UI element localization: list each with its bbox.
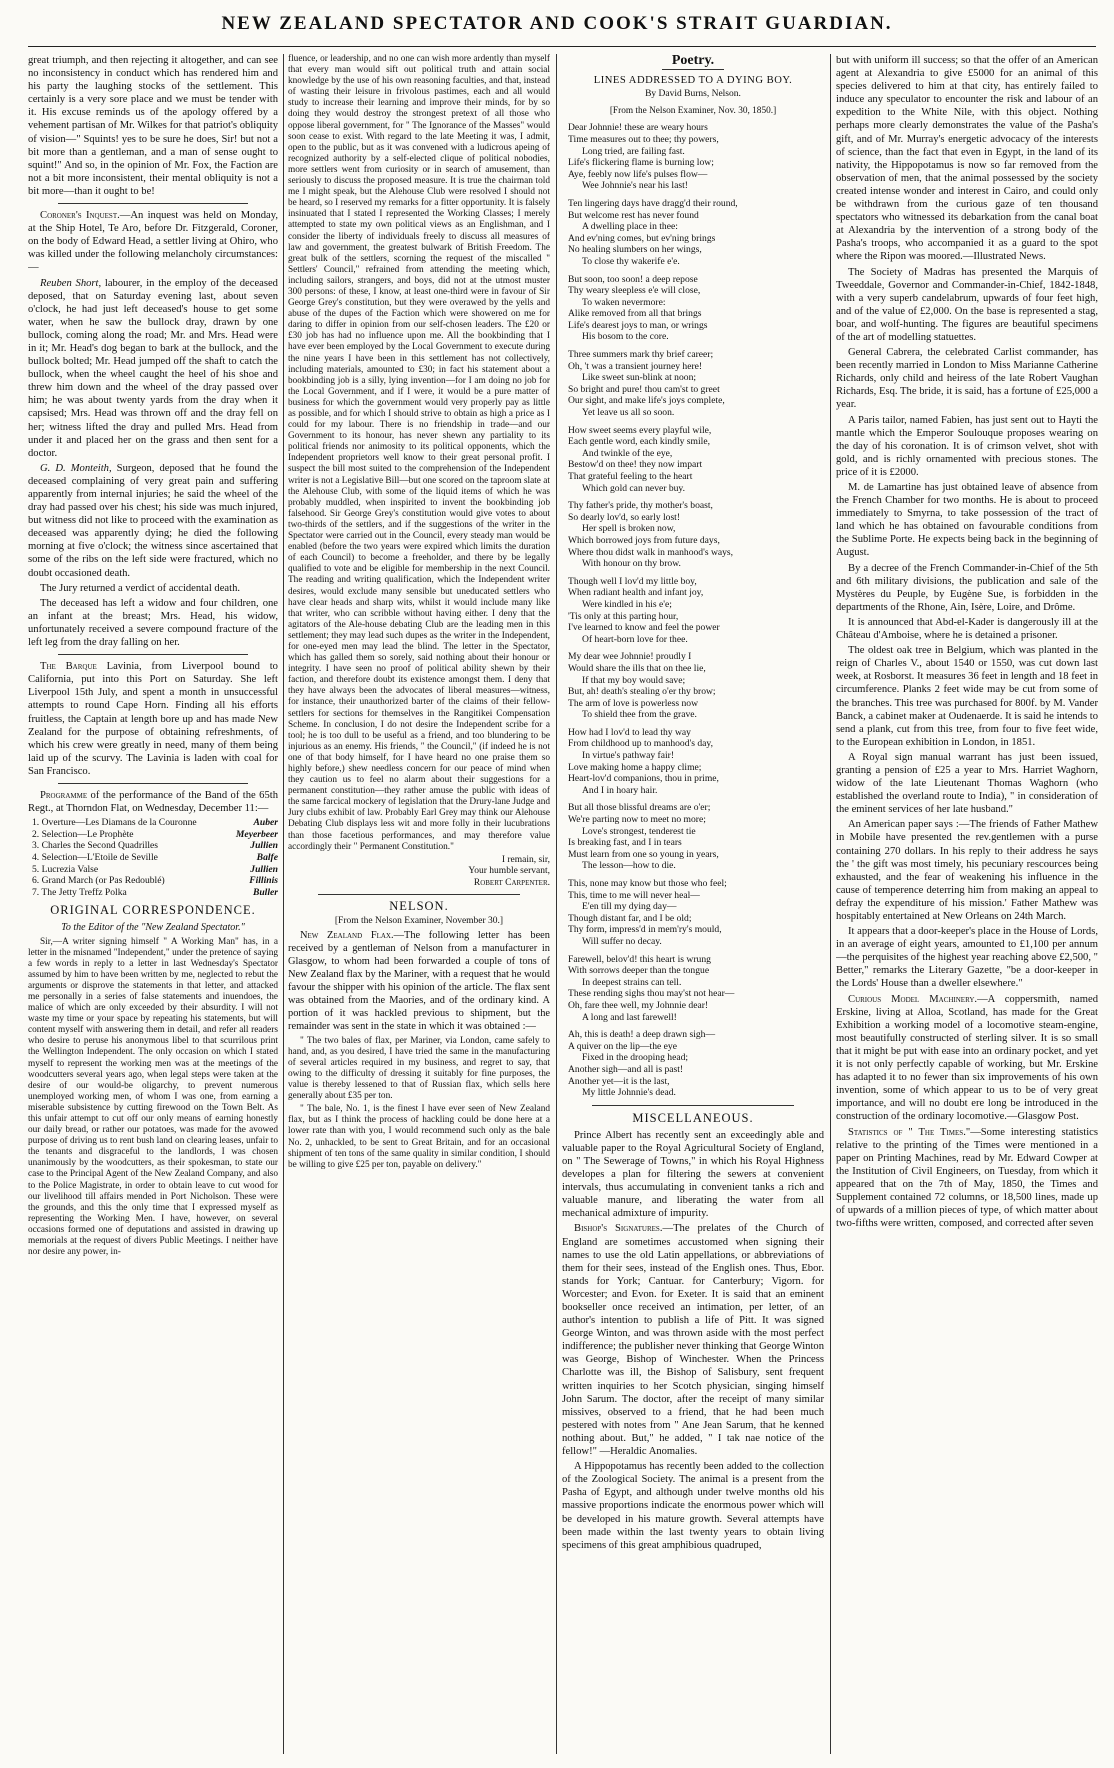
poem-line: So dearly lov'd, so early lost!: [568, 511, 681, 523]
poem-line: With sorrows deeper than the tongue: [568, 965, 710, 977]
poem-line: But, ah! death's stealing o'er thy brow;: [568, 686, 716, 698]
poem-line: And ev'ning comes, but ev'ning brings: [568, 232, 716, 244]
paragraph: M. de Lamartine has just obtained leave of absence from the French Chamber for two months. He is about to proceed immediately to Smyrna, to take possession of the tract of land which he has obtained on favourable conditions from the Sublime Porte. He expects being back in the beginning of August.: [836, 482, 1098, 559]
paragraph-text: —An inquest was held on Monday, at the Ship Hotel, Te Aro, before Dr. Fitzgerald, Coroner, on the body of Edward Head, a settler living at Ohiro, who was killed under the following melancholy circumstances:—: [28, 210, 278, 274]
programme-item: 5. Lucrezia Valse Jullien: [32, 863, 278, 875]
programme-item: 3. Charles the Second Quadrilles Jullien: [32, 840, 278, 852]
source-line: [From the Nelson Examiner, November 30.]: [334, 916, 504, 927]
poem-line: Alike removed from all that brings: [568, 308, 702, 320]
paragraph: [28, 277, 278, 460]
poem-line: Ah, this is death! a deep drawn sigh—: [568, 1029, 716, 1041]
poem-line: His bosom to the core.: [582, 331, 669, 343]
poem-line: With honour on thy brow.: [582, 558, 681, 570]
poem-line: 'Tis only at this parting hour,: [568, 610, 679, 622]
stanza: [568, 954, 824, 1024]
article-bishops: [562, 1222, 824, 1458]
poem-line: Oh, fare thee well, my Johnnie dear!: [568, 999, 709, 1011]
poem-line: We're parting now to meet no more;: [568, 814, 706, 826]
poem-line: Though well I lov'd my little boy,: [568, 575, 697, 587]
article-heading: Curious Model Machinery.: [848, 993, 978, 1005]
programme-item: 7. The Jetty Treffz Polka Buller: [32, 886, 278, 898]
divider: [662, 69, 724, 70]
stanza: [568, 878, 824, 948]
paragraph: A Royal sign manual warrant has just been issued, granting a pension of £25 a year to Mrs. Harriet Waghorn, widow of the late Lieutenant Thomas Waghorn (who established the overland route to India), " in consideration of the eminent services of her late husband.": [836, 751, 1098, 816]
section-heading: Poetry.: [671, 54, 715, 68]
poem-line: This, none may know but those who feel;: [568, 878, 727, 889]
paragraph-text: Surgeon, deposed that he found the deceased complaining of very great pain and suffering apparently from internal injuries; he said the wheel of the dray had passed over his chest; his side was much injured, but witness did not like to proceed with the examination as deceased was apparently dying; he died the following morning at five o'clock; the witness since ascertained that some of the ribs on the left side were fractured, which no doubt occasioned death.: [28, 462, 278, 579]
paragraph-text: —Some interesting statistics relative to the printing of the Times were mentioned in a paper on Printing Machines, read by Mr. Edward Cowper at the Institution of Civil Engineers, on Tuesday, from which it appeared that on the 7th of May, 1850, the Times and Supplement contained 72 columns, or 18,500 lines, made up of upwards of a million pieces of type, of which matter about two-fifths were written, composed, and corrected after seven: [836, 1126, 1098, 1230]
paragraph: but with uniform ill success; so that the offer of an American agent at Alexandria to give £5000 for an animal of this species delivered to him at that city, has entirely failed to induce any speculator to encounter the risk and labour of an expedition to the White Nile, with this object. Nothing perhaps more clearly demonstrates the value of the Pasha's gift, and of Mr. Murray's energetic advocacy of the interests of science, than the fact that even in Egypt, in the land of its nativity, the Hippopotamus is now so far removed from the observation of men, that the animal possessed by the society created intense wonder and interest in Cairo, and could only be withdrawn from the curious gaze of ten thousand spectators who witnessed its debarkation from the canal boat at Alexandria by the intervention of a strong body of the Pasha's troops, who accompanied it as a guard to the spot where the Ripon was moored.—Illustrated News.: [836, 55, 1098, 263]
poem-title: LINES ADDRESSED TO A DYING BOY.: [593, 75, 793, 87]
poem-line: If that my boy would save;: [582, 674, 686, 686]
poem-line: To waken nevermore:: [582, 296, 666, 308]
divider: [58, 203, 248, 204]
stanza: [568, 802, 824, 872]
column-rule: [556, 54, 557, 1754]
programme-item: 2. Selection—Le Prophète Meyerbeer: [32, 828, 278, 840]
paragraph-text: of the performance of the Band of the 65th Regt., at Thorndon Flat, on Wednesday, December 11:—: [28, 789, 278, 815]
poem-line: A long and last farewell!: [582, 1011, 677, 1023]
poem-line: And twinkle of the eye,: [582, 447, 673, 459]
signature-line: Your humble servant,: [468, 866, 550, 877]
column-3: [562, 54, 824, 1754]
poem-line: Like sweet sun-blink at noon;: [582, 372, 697, 384]
stanza: [568, 500, 824, 570]
poem-line: Three summers mark thy brief career;: [568, 349, 714, 361]
poem-line: From childhood up to manhood's day,: [568, 738, 714, 750]
poem-line: No healing slumbers on her wings,: [568, 244, 702, 256]
poem-line: That grateful feeling to the heart: [568, 471, 693, 482]
paragraph: Prince Albert has recently sent an exceedingly able and valuable paper to the Royal Agricultural Society of England, on " The Sewerage of Towns," in which his Royal Highness developes a plan for filtering the sewers at convenient intervals, thus accumulating in convenient tanks a rich and valuable manure, and liberating the water from all mechanical admixture of impurity.: [562, 1129, 824, 1220]
poem-line: Thy form, impress'd in mem'ry's mould,: [568, 924, 722, 936]
paragraph-text: Lavinia, from Liverpool bound to California, put into this Port on Saturday. She left Liverpool 15th July, and spent a month in unsuccessful attempts to round Cape Horn. Finding all his efforts fruitless, the Captain at length bore up and has made New Zealand for the purpose of obtaining refreshments, of which his crew were greatly in need, many of them being laid up of the scurvy. The Lavinia is laden with coal for San Francisco.: [28, 661, 278, 777]
poem-line: Where thou didst walk in manhood's ways,: [568, 546, 734, 558]
signature-name: Robert Carpenter.: [473, 877, 550, 888]
poem-line: Life's dearest joys to man, or wrings: [568, 319, 708, 331]
poem-line: In deepest strains can tell.: [582, 976, 682, 988]
paragraph: An American paper says :—The friends of Father Mathew in Mobile have presented the rev.gentlemen with a purse containing 270 dollars. In his reply to their address he says the ' the gift was most timely, his pecuniary rescources being exhausted, and the fear of weakening his influence in the cause of temperence deterring him from making an appeal to defray the expenditure of his mission.' Father Mathew was hospitably entertained at New Orleans on 24th March.: [836, 819, 1098, 922]
paragraph-text: —A coppersmith, named Erskine, living at Alloa, Scotland, has made for the Great Exhibition a working model of a locomotive steam-engine, most beautifully constructed of sterling silver. It is so small that it might be put with ease into an ordinary pocket, and yet it is not only perfectly capable of working, but Mr. Erskine has adapted it to no fewer than six improvements of his own invention, some of which appear to us to be of very great importance, and will no doubt ere long be introduced in the construction of the ordinary locomotive.—Glasgow Post.: [836, 993, 1098, 1123]
paragraph: [28, 462, 278, 580]
poem-line: Oh, 't was a transient journey here!: [568, 360, 703, 372]
poem-line: In virtue's pathway fair!: [582, 750, 675, 762]
poem-line: This, time to me will never heal—: [568, 889, 700, 901]
poem-line: Yet leave us all so soon.: [582, 407, 675, 419]
poem-line: And I in hoary hair.: [582, 784, 658, 796]
paragraph: The Jury returned a verdict of accidental death.: [40, 582, 241, 594]
signature: [288, 855, 550, 890]
poem-line: Of heart-born love for thee.: [582, 633, 688, 645]
stanza: [568, 198, 824, 268]
poem-line: Thy weary sleepless e'e will close,: [568, 285, 701, 297]
programme-item: 1. Overture—Les Diamans de la Couronne Auber: [32, 817, 278, 829]
paragraph: " The two bales of flax, per Mariner, via London, came safely to hand, and, as you desired, I have tried the same in the manufacturing of several articles required in my business, and regret to say, that owing to the difficulty of dressing it suitably for fine purposes, the value is thereby lessened to that of Russian flax, which sells here generally about £35 per ton.: [288, 1035, 550, 1102]
paragraph: A Hippopotamus has recently been added to the collection of the Zoological Society. The animal is a present from the Pasha of Egypt, and although under twelve months old his massive proportions indicate the enormous power which will be developed in his mature growth. Several attempts have been made within the last twenty years to obtain living specimens of this great amphibious quadruped,: [562, 1461, 824, 1551]
poem-line: My little Johnnie's dead.: [582, 1087, 676, 1099]
column-2: [288, 54, 550, 1754]
signature-line: I remain, sir,: [501, 854, 550, 865]
poem-line: To shield thee from the grave.: [582, 709, 697, 721]
poem-line: To close thy wakerife e'e.: [582, 255, 680, 267]
section-heading: ORIGINAL CORRESPONDENCE.: [50, 903, 256, 918]
article-coroner: [28, 209, 278, 274]
poem-line: Will suffer no decay.: [582, 935, 662, 947]
poem-line: Would share the ills that on thee lie,: [568, 662, 706, 674]
article-heading: Coroner's Inquest.: [40, 210, 120, 222]
poem-line: My dear wee Johnnie! proudly I: [568, 651, 692, 663]
paragraph: It is announced that Abd-el-Kader is dangerously ill at the Château d'Amboise, where he is detained a prisoner.: [836, 616, 1098, 642]
poem-line: But soon, too soon! a deep repose: [568, 273, 698, 285]
column-rule: [283, 54, 284, 1754]
poem-line: Dear Johnnie! these are weary hours: [568, 122, 708, 134]
poem-line: Wee Johnnie's near his last!: [582, 180, 688, 192]
poem-line: But all those blissful dreams are o'er;: [568, 802, 711, 814]
article-flax: [288, 930, 550, 1033]
poem-line: Must learn from one so young in years,: [568, 848, 719, 860]
paragraph: A Paris tailor, named Fabien, has just sent out to Hayti the mantle which the Emperor Soulouque proposes wearing on the day of his coronation. It is of crimson velvet, shot with gold, and is richly ornamented with precious stones. The price of it is £2000.: [836, 414, 1098, 478]
programme-list: [32, 817, 278, 898]
stanza: [568, 425, 824, 495]
stanza: [568, 122, 824, 192]
poem-line: The arm of love is powerless now: [568, 697, 699, 709]
witness-name: Reuben Short,: [40, 277, 102, 289]
stanza: [568, 1029, 824, 1099]
programme-item: 6. Grand March (or Pas Redoublé) Fillinis: [32, 875, 278, 887]
poem-line: Heart-lov'd companions, thou in prime,: [568, 773, 719, 785]
source-line: [From the Nelson Examiner, Nov. 30, 1850.]: [609, 106, 777, 117]
poem-line: Time measures out to thee; thy powers,: [568, 133, 719, 145]
divider: [58, 654, 248, 655]
paragraph: fluence, or leadership, and no one can wish more ardently than myself that every man would sift out political truth and attain social knowledge by the use of his own reasoning faculties, and that, instead of wasting their leisure in frivolous pastimes, each and all would study to increase their learning and improve their minds, for by so doing they would destroy the strongest pretext of all those who oppose liberal government, for " The Ignorance of the Masses" would soon cease to exist. With regard to the late Meeting it was, I admit, open to the public, but as it was convened with a ludicrous apeing of recognized authority by a self-elected clique of political nobodies, more settlers went from curiosity or in search of amusement, than seriously to discuss the proposed measure. It is true the chairman told me I might speak, but the Alehouse Club were resolved I should not be heard, so I reserved my remarks for a fitter opportunity. It is falsely insinuated that I stated I represented the Working Classes; I merely attempted to state my own political views as an Englishman, and I consider the liberty of individuals freely to discuss all measures of law and government, the greatest bulwark of British Freedom. The great bulk of the settlers, scorning the request of the miscalled " Settlers' Council," refrained from attending the meeting which, including sailors, strangers, and boys, did not at the utmost muster 300 persons: of these, I know, at least one-third were in favour of Sir George Grey's constitution, but they were overawed by the yells and abuse of the dupes of the Faction which were showered on me for daring to differ in opinion from our self-chosen leaders. The £20 or £30 job has had no influence upon me. All the bookbinding that I have ever been employed by the Local Government to execute during the nine years I have been in this settlement has not collectively, including materials, amounted to £30; in fact his statement about a bookbinding job is a silly, lying invention—for I am doing no job for the Local Government, and if I were, it would be a pure matter of business for which the government would very properly pay as little as possible, and for which I should strive to obtain as high a price as I could for my labour. There is no friendship in trade—and our Government to its honour, has never shewn any partiality to its political friends nor animosity to its political opponents, which the Independent proprietors well know to their great personal profit. I suspect the bill most suited to the comprehension of the Independent writer is not a Legislative Bill—but one scored on the taproom slate at the Alehouse Club, with some of the liquid items of which he was probably muddled, when inspirited to invent the bookbinding job falsehood. Sir George Grey's constitution would give votes to about two-thirds of the settlers, and if the suggestions of the writer in the Spectator were carried out in the Council, every steady man would be enabled (before the two years were expired which limits the duration of each Council) to become a freeholder, and there by be legally qualified to vote and be eligible for membership in the next Council. The reading and writing qualification, which the Independent writer desires, would exclude many sensible but uneducated settlers who have clear heads and sharp wits, whilst it would include many like that writer, who can scribble without having either. I deny that the agitators of the Ale-house debating Club are the leading men in this settlement; they may lead such dupes as the writer in the Independent, for one-eyed men may lead the blind. The letter in the Spectator, which has galled them so sorely, said nothing about their honour or integrity. I have seen no proof of political ability shewn by their faction, and therefore doubt its existence amongst them. I deny that they have always been the advocates of liberal measures—witness, for instance, their unauthorized barter of the claims of their fellow-settlers for sections for themselves in the Rangitikei Compensation Scheme. In conclusion, I do not desire the Independent scribe for a tool; he is too dull to be useful as a friend, and too blundering to be injurious as an enemy. His friends, " the Council," (if indeed he is not one of that body himself, for I have heard no one praise them so highly before,) shew needless concern for our peace of mind when they caution us to feel no alarm about their suggestions for a permanent constitution—they rather amuse the public with ideas of the same farcical mockery of legislation that the Drury-lane Judge and Jury clubs exhibit of law. Probably Earl Grey may think our Alehouse Debating Club displays less wit and more folly in their lucubrations than those facetious performances, and may therefore value accordingly their " Permanent Constitution.": [288, 54, 550, 852]
poem-line: Each gentle word, each kindly smile,: [568, 436, 710, 448]
divider: [592, 1105, 794, 1106]
poem-line: Were kindled in his e'e;: [582, 598, 672, 610]
paragraph: General Cabrera, the celebrated Carlist commander, has been recently married in London to Miss Marianne Catherine Richards, only child and heiress of the late Robert Vaughan Richards, Esq. The bride, it is said, has a fortune of £25,000 a year.: [836, 347, 1098, 411]
paragraph: The oldest oak tree in Belgium, which was planted in the reign of Charles V., about 1540 or 1550, was cut down last week, at Rosborst. It measures 36 feet in length and 18 feet in circumference. Planks 2 feet wide may be cut from some of the branches. This tree was purchased for 800f. by M. Vander Banck, a cabinet maker at Oudenaerde. It is said he intends to send a plank, cut from this tree, from four to five feet wide, to the European exhibition in London, in 1851.: [836, 645, 1098, 748]
paragraph-text: —The following letter has been received by a gentleman of Nelson from a manufacturer in Glasgow, to whom had been forwarded a couple of tons of New Zealand flax by the Mariner, with a request that he would favour the shipper with his opinion of the article. The flax sent was obtained from the Maories, and of the ordinary kind. A portion of it was hackled previous to shipment, but the remainder was sent in the state in which it was obtained :—: [288, 930, 550, 1032]
poem-line: Love making home a happy clime;: [568, 761, 702, 773]
poem-line: Bestow'd on thee! they now impart: [568, 459, 703, 471]
stanza: [568, 349, 824, 419]
poem-line: A quiver on the lip—the eye: [568, 1040, 677, 1052]
article-curious: [836, 993, 1098, 1124]
poem-line: Another sigh—and all is past!: [568, 1063, 684, 1075]
poem-line: Though distant far, and I be old;: [568, 912, 692, 924]
article-heading: Bishop's Signatures.: [574, 1223, 663, 1235]
article-heading: New Zealand Flax.: [300, 930, 394, 942]
article-programme: [28, 789, 278, 815]
witness-name: G. D. Monteith,: [40, 462, 112, 474]
poem-line: The lesson—how to die.: [582, 860, 676, 872]
paragraph: By a decree of the French Commander-in-Chief of the 5th and 6th military divisions, the publication and sale of the Mystères du Peuple, by Eugène Sue, is forbidden in the departments of the Rhone, Ain, Isère, Loire, and Drôme.: [836, 562, 1098, 613]
poem-line: Long tried, are failing fast.: [582, 145, 685, 157]
poem: [562, 122, 824, 1098]
poem-line: How sweet seems every playful wile,: [568, 424, 712, 436]
poem-line: Ten lingering days have dragg'd their round,: [568, 197, 738, 209]
section-heading: MISCELLANEOUS.: [632, 1110, 754, 1125]
poem-line: When radiant health and infant joy,: [568, 587, 704, 599]
divider: [318, 894, 520, 895]
stanza: [568, 651, 824, 721]
paragraph: Sir,—A writer signing himself " A Working Man" has, in a letter in the misnamed "Independent," under the pretence of saying a few words in reply to a letter in last Wednesday's Spectator assumed by him to have been written by me, neglected to rebut the arguments or disprove the statements in that letter, and attacked me personally in a series of false statements and inuendoes, the malice of which are only exceeded by their absurdity. I will not waste my time or your space by repeating his statements, but will content myself with answering them in detail, and refer all readers who desire to peruse his anonymous libel to that scurrilous print the Wellington Independent. The only occasion on which I stated myself to represent the working men was at the meetings of the woodcutters several years ago, when legal steps were taken at the desire of our would-be oligarchy, to prevent numerous unemployed working men, of whom I was one, from earning a miserable subsistence by cutting firewood on the Town Belt. As this unfair attempt to cut off our only means of earning honestly our daily bread, or rather our potatoes, was made for the avowed purpose of driving us to rent bush land on clearing leases, unfair to the tenants and disgraceful to the landlords, I was chosen unanimously by the woodcutters, as their spokesman, to state our case to the Principal Agent of the New Zealand Company, and also to the Police Magistrate, in order to obtain leave to cut wood for our livelihood till affairs mended in Port Nicholson. These were the grounds, and this the only time that I expressed myself as representing the Working Men. I have, however, on several occasions formed one of deputations and assisted in drawing up memorials at the request of divers Public Meetings. I neither have nor desire any power, in-: [28, 936, 278, 1258]
article-heading: The Barque: [40, 661, 97, 673]
poem-line: Thy father's pride, thy mother's boast,: [568, 500, 713, 512]
programme-item: 4. Selection—L'Etoile de Seville Balfe: [32, 851, 278, 863]
poem-line: Aye, feebly now life's pulses flow—: [568, 168, 708, 180]
divider: [58, 783, 248, 784]
poem-line: Which gold can never buy.: [582, 482, 686, 494]
paragraph: " The bale, No. 1, is the finest I have ever seen of New Zealand flax, but as I think the process of hackling could be done here at a lower rate than with you, I would recommend such only as the bale No. 2, unhackled, to be sent to Great Britain, and for an occasional shipment of ten tons of the same quality in similar condition, I should be willing to give £25 per ton, payable on delivery.": [288, 1104, 550, 1170]
masthead: NEW ZEALAND SPECTATOR AND COOK'S STRAIT GUARDIAN.: [221, 13, 893, 34]
paragraph-text: —The prelates of the Church of England are sometimes accustomed when signing their names to use the old Latin appellations, or abbreviations of them for their sees, instead of the English ones. Thus, Ebor. stands for York; Cantuar. for Canterbury; Vigorn. for Worcester; and Evon. for Exeter. It is said that an eminent bookseller once received an intimation, per letter, of an author's intention to publish a life of Pitt. It was signed George Winton, and was thrown aside with the most perfect indifference; the publisher never thinking that George Winton was George, Bishop of Winchester. When the Princess Charlotte was ill, the Bishop of Salisbury, sent frequent written inquiries to her Scotch physician, singing himself John Sarum. The doctor, after the receipt of many similar missives, observed to a friend, that he had been much pestered with notes from " Ane Jean Sarum, that he kenned nothing about. But," he added, " I tak nae notice of the fellow!" —Heraldic Anomalies.: [562, 1223, 824, 1458]
poem-line: I've learned to know and feel the power: [568, 622, 720, 634]
article-stats: [836, 1126, 1098, 1231]
poem-line: Her spell is broken now,: [582, 523, 676, 535]
poem-line: How had I lov'd to lead thy way: [568, 726, 691, 738]
poem-line: Love's strongest, tenderest tie: [582, 825, 696, 837]
article-heading: Statistics of " The Times.": [848, 1126, 971, 1138]
paragraph-text: labourer, in the employ of the deceased deposed, that on Saturday evening last, about seven o'clock, he had just left deceased's house to get some water, when he saw the bullock dray, drawn by one bullock, coming along the road; Mr. and Mrs. Head were in it; Mr. Head's dog began to bark at the bullock, and the bullock bolted; Mr. Head jumped off the shaft to catch the bullock, when the wheel caught the heel of his shoe and threw him down and the wheel of the dray passed over him; he was about twenty yards from the dray when it capsised; Mrs. Head was thrown off and the dray fell on her; witness lifted the dray and pulled Mrs. Head from under it and placed her on the grass and then sent for a doctor.: [28, 277, 278, 459]
poem-line: Another yet—it is the last,: [568, 1075, 670, 1087]
poem-line: Life's flickering flame is burning low;: [568, 157, 714, 169]
stanza: [568, 576, 824, 646]
masthead-rule: [28, 46, 1096, 47]
poem-line: Which borrowed joys from future days,: [568, 534, 720, 546]
poem-line: So bright and pure! thou cam'st to greet: [568, 383, 720, 395]
stanza: [568, 274, 824, 344]
paragraph: The deceased has left a widow and four children, one an infant at the breast; Mrs. Head, his widow, unfortunately received a severe compound fracture of the left leg from the dray falling on her.: [28, 597, 278, 649]
paragraph: It appears that a door-keeper's place in the House of Lords, in an average of eight years, amounted to £1,100 per annum—the perquisites of the highest year reaching above £2,500, " Better," remarks the Literary Gazette, "be a door-keeper in the Lords' House than a dweller elsewhere.": [836, 926, 1098, 990]
section-heading: NELSON.: [389, 899, 449, 914]
paragraph: great triumph, and then rejecting it altogether, and can see no inconsistency in conduct which has rendered him and his party the laughing stocks of the settlement. This certainly is a very sore place and we must be tender with it. His excuse reminds us of the apology offered by a vehement partisan of Mr. Wilkes for that patriot's obliquity of vision—" Squints! yes to be sure he does, Sir! but not a bit more than a gentleman, and a man of sense ought to squint!" And so, in the opinion of Mr. Fox, the Faction are not a bit more inconsistent, their mental obliquity is not a bit more—than it ought to be!: [28, 55, 278, 197]
column-rule: [830, 54, 831, 1754]
poem-line: E'en till my dying day—: [582, 901, 677, 913]
poem-line: Fixed in the drooping head;: [582, 1052, 689, 1064]
column-1: [28, 54, 278, 1754]
poem-line: A dwelling place in thee:: [582, 221, 678, 233]
article-barque: [28, 660, 278, 778]
poem-line: Our sight, and make life's joys complete,: [568, 395, 725, 407]
editor-line: To the Editor of the "New Zealand Spectator.": [61, 922, 245, 934]
poem-line: But welcome rest has never found: [568, 209, 699, 221]
poem-line: These rending sighs thou may'st not hear—: [568, 988, 735, 1000]
column-4: [836, 54, 1098, 1754]
stanza: [568, 727, 824, 797]
paragraph: The Society of Madras has presented the Marquis of Tweeddale, Governor and Commander-in-Chief, 1842-1848, with a very superb candelabrum, upwards of four feet high, and of the value of £2,000. On the base is represented a stag, boar, and wolf-hunting. The figures are beautiful specimens of the art of modelling statuettes.: [836, 266, 1098, 343]
poem-line: Is breaking fast, and I in tears: [568, 837, 682, 849]
article-heading: Programme: [40, 789, 88, 801]
poem-line: Farewell, belov'd! this heart is wrung: [568, 953, 711, 965]
poem-author: By David Burns, Nelson.: [645, 89, 741, 100]
